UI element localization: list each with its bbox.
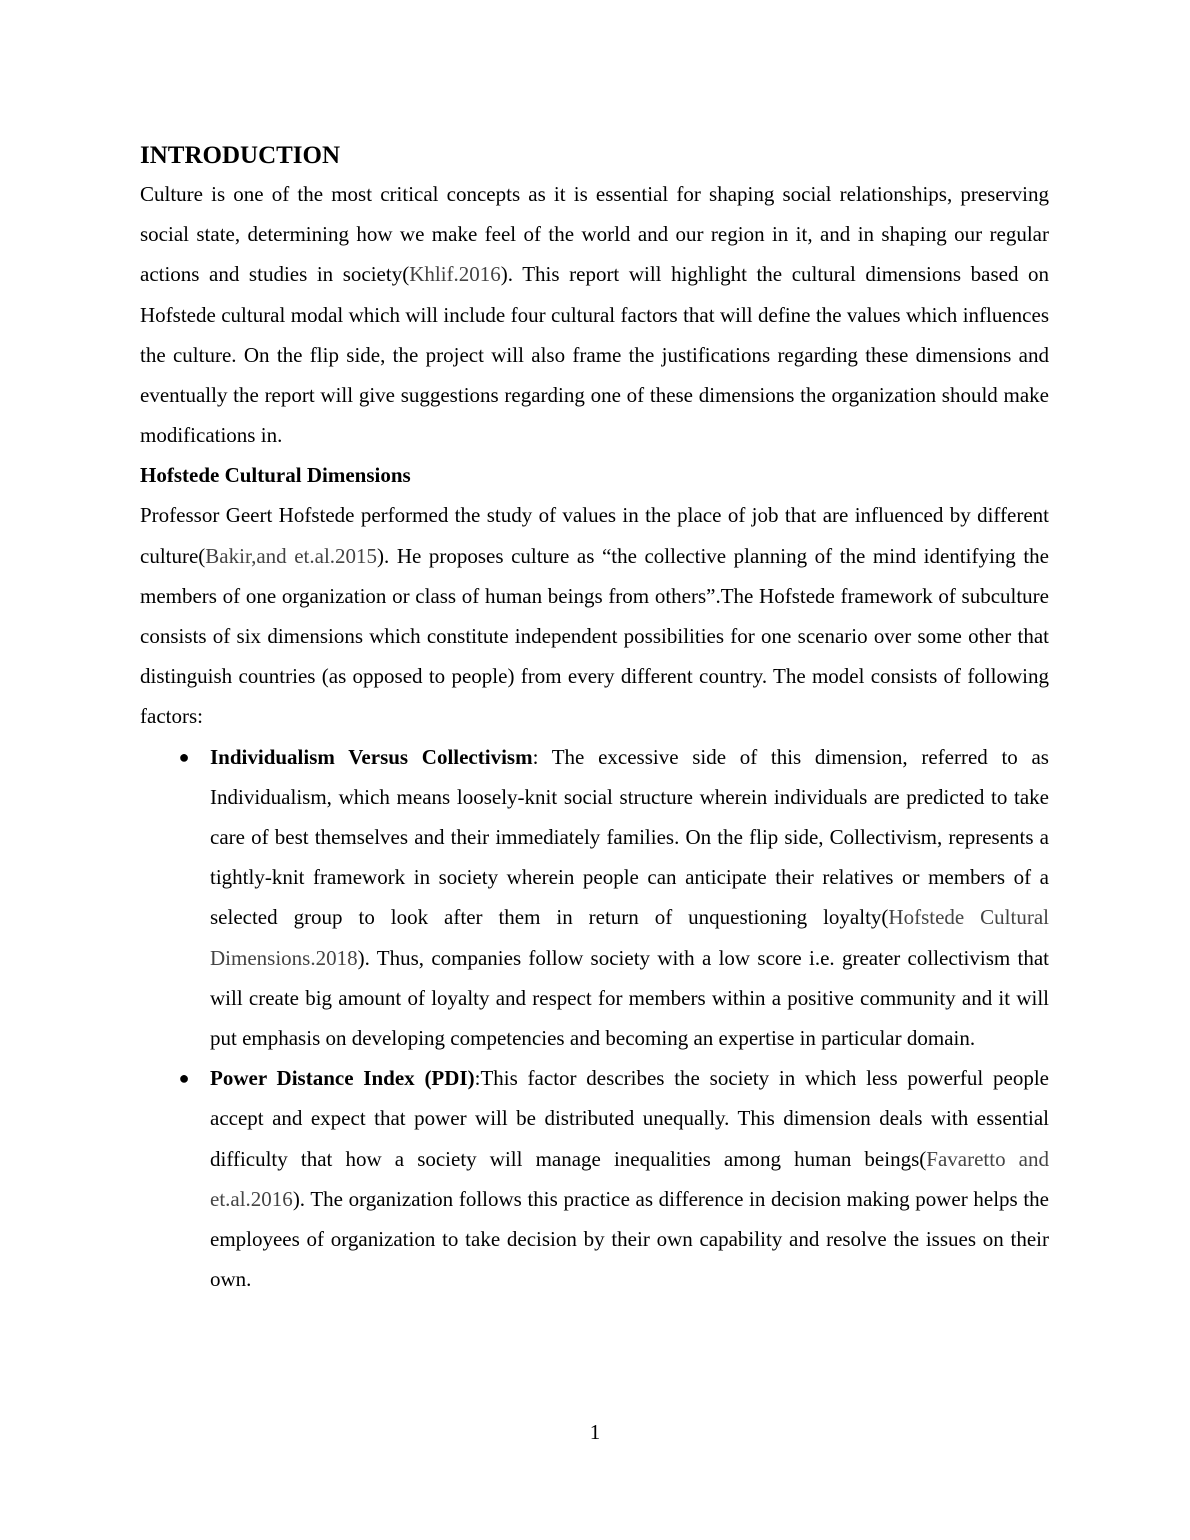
bullet-icon: ● [178, 746, 190, 767]
section-heading-hofstede: Hofstede Cultural Dimensions [140, 463, 411, 488]
intro-citation: Khlif.2016 [409, 262, 501, 287]
factor-text: This factor describes the society in which less powerful people accept and expect that power will be distributed unequally. This dimension deals with essential difficulty that how a society will manage inequalities among human beings( [210, 1066, 1049, 1171]
document-page [140, 138, 1049, 1299]
factor-title: Individualism Versus Collectivism [210, 744, 533, 769]
hofstede-text: Professor Geert Hofstede performed the study of values in the place of job that are influenced by different culture( [140, 503, 1049, 568]
bullet-icon: ● [178, 1068, 190, 1089]
factor-separator: : [474, 1066, 481, 1091]
hofstede-text-continued: ). He proposes culture as “the collective planning of the mind identifying the members of one organization or class of human beings from others”.The Hofstede framework of subculture consists of six dimensions which constitute independent possibilities for one scenario over some other that distinguish countries (as opposed to people) from every different country. The model consists of following factors: [140, 543, 1049, 729]
factor-text-continued: ). Thus, companies follow society with a low score i.e. greater collectivism that will create big amount of loyalty and respect for members within a positive community and it will put emphasis on developing competencies and becoming an expertise in particular domain. [210, 945, 1049, 1051]
list-item-power-distance [140, 1058, 1049, 1299]
factor-citation: Favaretto and et.al.2016 [210, 1146, 1050, 1211]
section-heading-introduction: INTRODUCTION [140, 142, 341, 169]
intro-text: Culture is one of the most critical concepts as it is essential for shaping social relationships, preserving social state, determining how we make feel of the world and our region in it, and in shaping our regular actions and studies in society( [140, 182, 1049, 287]
factor-text-continued: ). The organization follows this practice as difference in decision making power helps the employees of organization to take decision by their own capability and resolve the issues on their own. [210, 1186, 1049, 1292]
factor-text: The excessive side of this dimension, referred to as Individualism, which means loosely-knit social structure wherein individuals are predicted to take care of best themselves and their immediately families. On the flip side, Collectivism, represents a tightly-knit framework in society wherein people can anticipate their relatives or members of a selected group to look after them in return of unquestioning loyalty( [210, 744, 1049, 930]
factor-separator: : [532, 744, 552, 769]
hofstede-citation: Bakir,and et.al.2015 [205, 543, 378, 568]
hofstede-paragraph [140, 495, 1049, 736]
intro-paragraph [140, 174, 1049, 455]
intro-text-continued: ). This report will highlight the cultural dimensions based on Hofstede cultural modal which will include four cultural factors that will define the values which influences the culture. On the flip side, the project will also frame the justifications regarding these dimensions and eventually the report will give suggestions regarding one of these dimensions the organization should make modifications in. [140, 262, 1050, 448]
list-item-individualism [140, 737, 1049, 1059]
factors-list [140, 737, 1049, 1300]
factor-citation: Hofstede Cultural Dimensions.2018 [210, 905, 1049, 970]
factor-title: Power Distance Index (PDI) [210, 1066, 475, 1091]
page-number: 1 [589, 1420, 601, 1444]
